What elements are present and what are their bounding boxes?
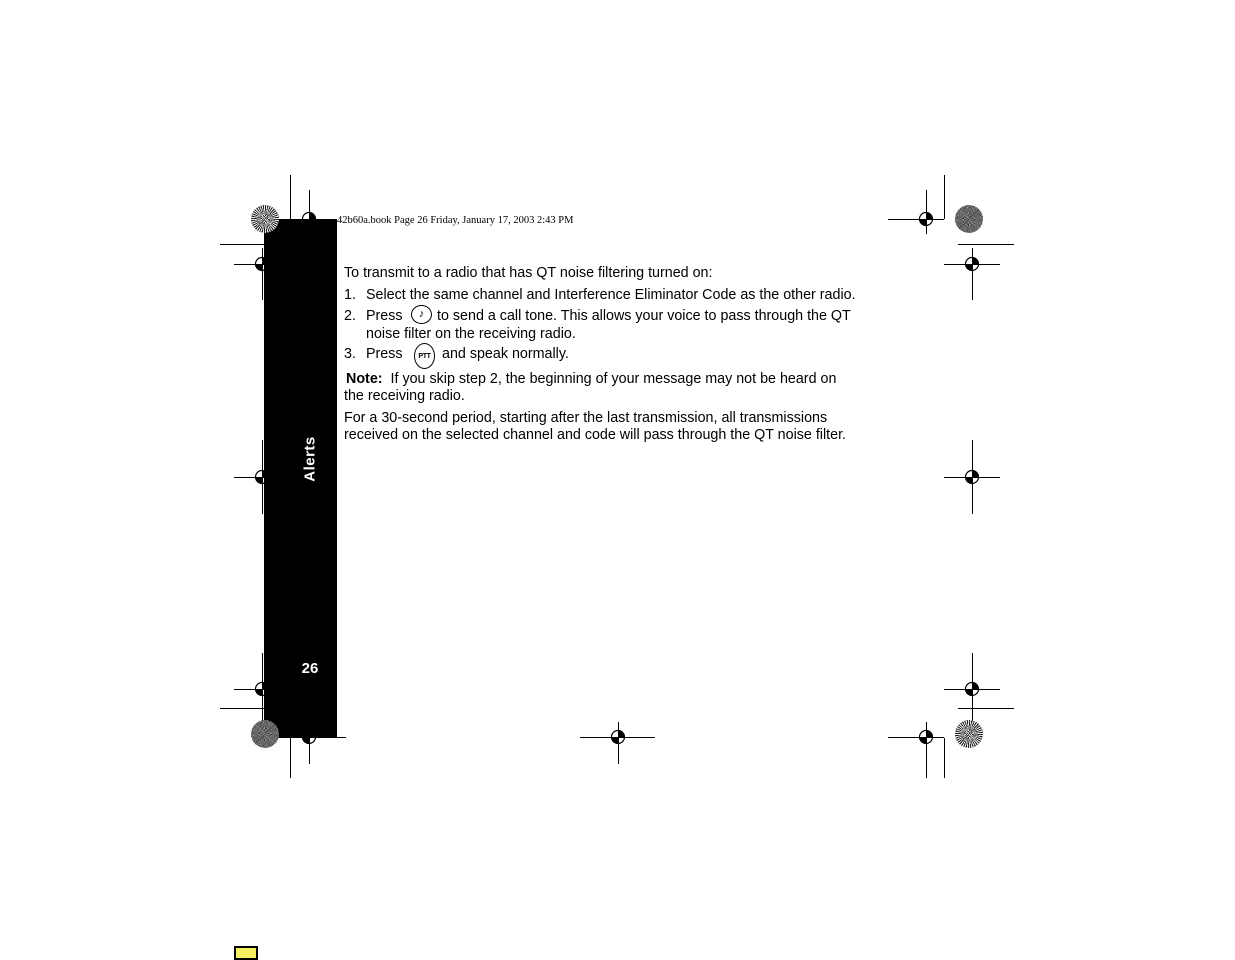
section-tab-label: Alerts bbox=[301, 436, 319, 482]
step-number: 3. bbox=[344, 346, 356, 362]
step-text-before-icon: Press bbox=[366, 346, 403, 362]
step-2-line2: noise filter on the receiving radio. bbox=[366, 326, 576, 342]
step-text: Select the same channel and Interference Eliminator Code as the other radio. bbox=[366, 287, 856, 303]
page-number: 26 bbox=[301, 660, 319, 677]
star-target-icon bbox=[955, 205, 983, 233]
star-target-icon bbox=[251, 205, 279, 233]
star-target-icon bbox=[251, 720, 279, 748]
note-label: Note: bbox=[346, 371, 383, 387]
ptt-icon: PTT bbox=[414, 343, 435, 369]
step-text-before-icon: Press bbox=[366, 308, 403, 324]
book-header-slug: 42b60a.book Page 26 Friday, January 17, 2003 2:43 PM bbox=[337, 215, 574, 226]
step-2-after-icon: to send a call tone. This allows your voice to pass through the QT bbox=[437, 308, 851, 324]
step-3-after-icon: and speak normally. bbox=[442, 346, 569, 362]
note-line2: the receiving radio. bbox=[344, 388, 465, 404]
paragraph-line1: For a 30-second period, starting after the last transmission, all transmissions bbox=[344, 410, 828, 426]
intro-text: To transmit to a radio that has QT noise filtering turned on: bbox=[344, 265, 713, 281]
step-1 bbox=[344, 287, 856, 304]
note bbox=[346, 371, 836, 388]
step-number: 2. bbox=[344, 308, 356, 324]
step-number: 1. bbox=[344, 287, 356, 303]
star-target-icon bbox=[955, 720, 983, 748]
note-text: If you skip step 2, the beginning of your message may not be heard on bbox=[390, 371, 837, 387]
paragraph-line2: received on the selected channel and code will pass through the QT noise filter. bbox=[344, 427, 847, 443]
step-3 bbox=[344, 346, 403, 363]
call-tone-icon: ♪ bbox=[411, 305, 432, 324]
step-2 bbox=[344, 308, 403, 325]
annotation-marker bbox=[234, 946, 258, 960]
section-tab bbox=[264, 219, 337, 738]
